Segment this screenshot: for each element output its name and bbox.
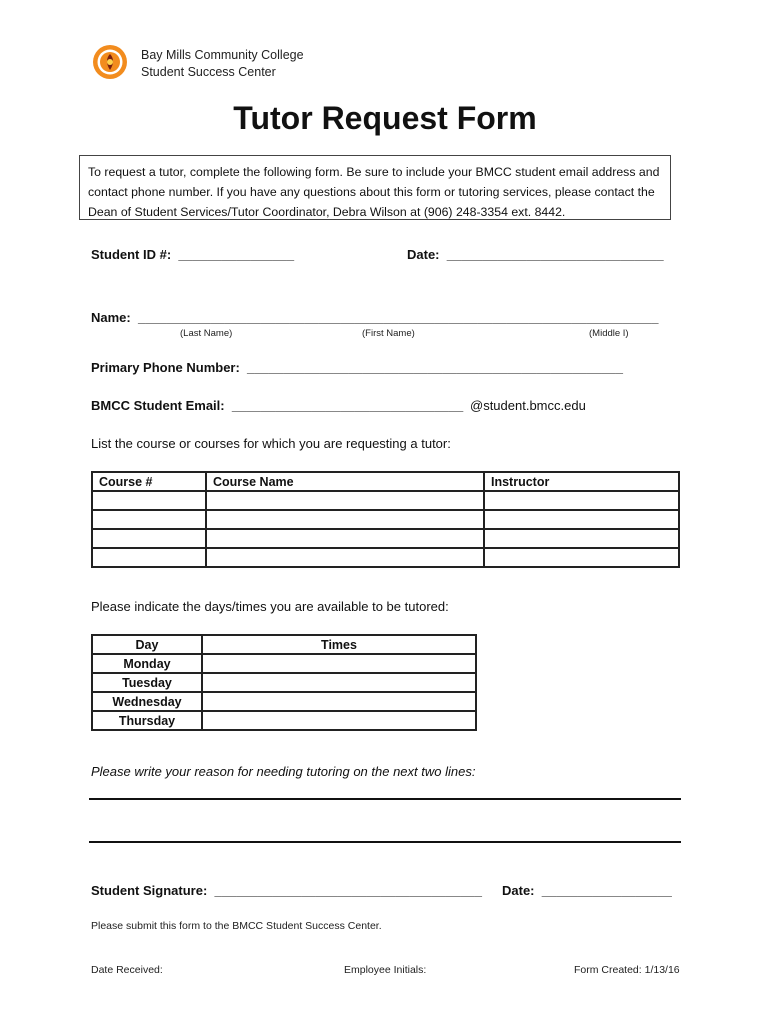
course-name-header: Course Name [206, 472, 484, 491]
course-number-cell[interactable] [92, 529, 206, 548]
college-logo [92, 44, 128, 80]
times-cell[interactable] [202, 654, 476, 673]
times-cell[interactable] [202, 673, 476, 692]
org-name: Bay Mills Community College [141, 48, 304, 62]
day-cell: Wednesday [92, 692, 202, 711]
page-title: Tutor Request Form [233, 100, 537, 136]
reason-prompt: Please write your reason for needing tutoring on the next two lines: [91, 764, 476, 779]
instructor-cell[interactable] [484, 529, 679, 548]
dept-name: Student Success Center [141, 65, 276, 79]
table-row [92, 548, 679, 567]
signature-date-field[interactable]: Date: __________________ [502, 883, 672, 898]
instructor-cell[interactable] [484, 548, 679, 567]
table-row [92, 654, 476, 673]
instructor-cell[interactable] [484, 510, 679, 529]
employee-initials-label: Employee Initials: [344, 964, 427, 976]
middle-initial-hint: (Middle I) [589, 328, 629, 339]
availability-header-row [92, 635, 476, 654]
table-row [92, 692, 476, 711]
table-row [92, 529, 679, 548]
course-number-header: Course # [92, 472, 206, 491]
date-field[interactable]: Date: ______________________________ [407, 247, 664, 262]
date-received-label: Date Received: [91, 964, 163, 976]
intro-box: To request a tutor, complete the following form. Be sure to include your BMCC student email address and contact phone number. If you have any questions about this form or tutoring services, please contact the Dean of Student Services/Tutor Coordinator, Debra Wilson at (906) 248-3354 ext. 8442. [79, 155, 671, 220]
instructor-header: Instructor [484, 472, 679, 491]
table-row [92, 491, 679, 510]
course-name-cell[interactable] [206, 548, 484, 567]
phone-field[interactable]: Primary Phone Number: ____________________________________________________ [91, 360, 623, 375]
first-name-hint: (First Name) [362, 328, 415, 339]
course-name-cell[interactable] [206, 529, 484, 548]
course-number-cell[interactable] [92, 491, 206, 510]
reason-line-1[interactable] [89, 798, 681, 800]
availability-table [91, 634, 477, 731]
signature-field[interactable]: Student Signature: _____________________________________ [91, 883, 483, 898]
email-domain: @student.bmcc.edu [470, 398, 586, 413]
times-header: Times [202, 635, 476, 654]
course-number-cell[interactable] [92, 510, 206, 529]
day-cell: Thursday [92, 711, 202, 730]
submit-note: Please submit this form to the BMCC Student Success Center. [91, 920, 382, 932]
name-field[interactable]: Name: ________________________________________________________________________ [91, 310, 659, 325]
day-cell: Tuesday [92, 673, 202, 692]
course-name-cell[interactable] [206, 510, 484, 529]
student-id-field[interactable]: Student ID #: ________________ [91, 247, 295, 262]
times-cell[interactable] [202, 711, 476, 730]
email-field[interactable]: BMCC Student Email: ________________________________ [91, 398, 464, 413]
last-name-hint: (Last Name) [180, 328, 233, 339]
course-number-cell[interactable] [92, 548, 206, 567]
form-created-label: Form Created: 1/13/16 [574, 964, 680, 976]
reason-line-2[interactable] [89, 841, 681, 843]
day-cell: Monday [92, 654, 202, 673]
table-row [92, 510, 679, 529]
times-cell[interactable] [202, 692, 476, 711]
availability-prompt: Please indicate the days/times you are available to be tutored: [91, 599, 449, 614]
courses-table [91, 471, 680, 568]
day-header: Day [92, 635, 202, 654]
instructor-cell[interactable] [484, 491, 679, 510]
course-name-cell[interactable] [206, 491, 484, 510]
table-row [92, 711, 476, 730]
table-row [92, 673, 476, 692]
courses-prompt: List the course or courses for which you are requesting a tutor: [91, 436, 451, 451]
courses-header-row [92, 472, 679, 491]
